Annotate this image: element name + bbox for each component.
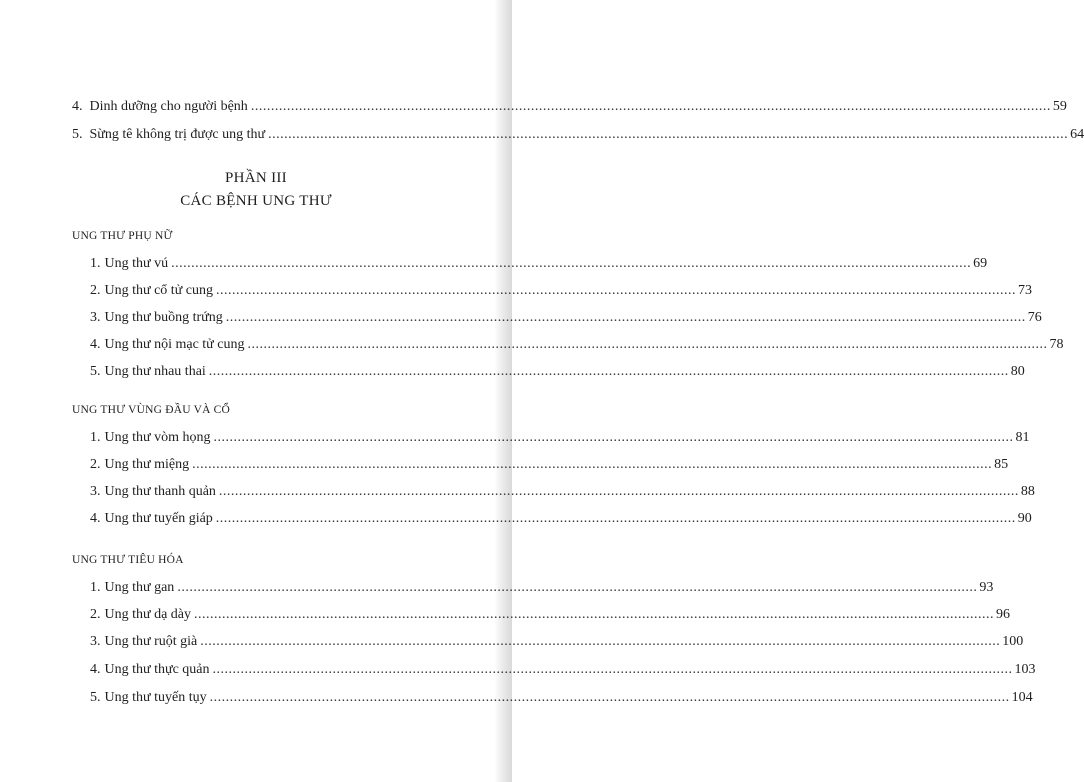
- toc-leader-dots: ........................................................................................................................................................................................................: [208, 364, 1009, 379]
- toc-entry-page: 104: [1011, 690, 1033, 705]
- toc-entry-label: Ung thư vòm họng: [104, 430, 211, 445]
- toc-leader-dots: ........................................................................................................................................................................................................: [209, 690, 1010, 705]
- toc-entry-number: 1.: [90, 430, 101, 445]
- toc-entry-label: Ung thư ruột già: [104, 634, 198, 649]
- toc-entry: [90, 579, 994, 597]
- section-heading: UNG THƯ PHỤ NỮ: [72, 230, 173, 242]
- toc-entry-number: 3.: [90, 634, 101, 649]
- toc-entry-page: 78: [1049, 337, 1064, 352]
- toc-leader-dots: ........................................................................................................................................................................................................: [247, 337, 1048, 352]
- toc-leader-dots: ........................................................................................................................................................................................................: [215, 511, 1016, 526]
- part-title: PHẦN III: [225, 170, 287, 186]
- toc-leader-dots: ........................................................................................................................................................................................................: [268, 127, 1069, 142]
- toc-entry-page: 59: [1052, 99, 1067, 114]
- toc-entry: [90, 483, 1035, 501]
- toc-entry-number: 3.: [90, 310, 101, 325]
- toc-entry-page: 103: [1014, 662, 1036, 677]
- toc-leader-dots: ........................................................................................................................................................................................................: [216, 283, 1016, 298]
- toc-entry-page: 69: [973, 256, 988, 271]
- toc-entry-page: 93: [979, 580, 994, 595]
- toc-entry: [72, 126, 1084, 144]
- toc-entry-number: 2.: [90, 457, 101, 472]
- toc-entry: [90, 606, 1011, 624]
- toc-entry-label: Dinh dưỡng cho người bệnh: [89, 99, 248, 114]
- toc-entry-page: 90: [1017, 511, 1032, 526]
- toc-entry-label: Ung thư vú: [104, 256, 169, 271]
- toc-entry-label: Sừng tê không trị được ung thư: [89, 127, 266, 142]
- toc-entry-number: 5.: [90, 364, 101, 379]
- toc-entry-number: 3.: [90, 484, 101, 499]
- toc-entry-page: 100: [1002, 634, 1024, 649]
- toc-entry-number: 1.: [90, 580, 101, 595]
- toc-entry-page: 73: [1018, 283, 1032, 298]
- toc-entry-number: 2.: [90, 607, 101, 622]
- toc-entry-label: Ung thư nhau thai: [104, 364, 206, 379]
- toc-entry-page: 88: [1020, 484, 1035, 499]
- toc-entry-number: 4.: [90, 337, 101, 352]
- toc-leader-dots: ........................................................................................................................................................................................................: [177, 580, 978, 595]
- toc-entry-number: 4.: [90, 662, 101, 677]
- toc-entry-page: 96: [996, 607, 1011, 622]
- toc-entry-label: Ung thư tuyến tụy: [104, 690, 207, 705]
- toc-entry-page: 76: [1027, 310, 1042, 325]
- toc-entry: [90, 309, 1042, 327]
- toc-entry-label: Ung thư tuyến giáp: [104, 511, 213, 526]
- toc-entry-number: 4.: [90, 511, 101, 526]
- toc-entry-number: 5.: [72, 127, 83, 142]
- toc-entry-label: Ung thư nội mạc tử cung: [104, 337, 245, 352]
- toc-leader-dots: ........................................................................................................................................................................................................: [171, 256, 972, 271]
- toc-leader-dots: ........................................................................................................................................................................................................: [212, 662, 1013, 677]
- toc-entry: [90, 661, 1036, 679]
- toc-entry-label: Ung thư cổ tử cung: [104, 283, 213, 298]
- toc-leader-dots: ........................................................................................................................................................................................................: [225, 310, 1026, 325]
- toc-leader-dots: ........................................................................................................................................................................................................: [192, 457, 993, 472]
- toc-leader-dots: ........................................................................................................................................................................................................: [200, 634, 1001, 649]
- toc-entry-page: 85: [994, 457, 1009, 472]
- toc-entry: [90, 510, 1032, 528]
- toc-entry-label: Ung thư miệng: [104, 457, 190, 472]
- section-heading: UNG THƯ VÙNG ĐẦU VÀ CỔ: [72, 404, 231, 416]
- toc-entry-number: 1.: [90, 256, 101, 271]
- toc-entry-label: Ung thư thanh quản: [104, 484, 216, 499]
- toc-entry: [90, 456, 1009, 474]
- toc-entry-page: 64: [1070, 127, 1084, 142]
- toc-entry-page: 81: [1015, 430, 1030, 445]
- toc-entry-number: 4.: [72, 99, 83, 114]
- part-subtitle: CÁC BỆNH UNG THƯ: [180, 193, 332, 209]
- toc-entry: [90, 429, 1030, 447]
- toc-leader-dots: ........................................................................................................................................................................................................: [213, 430, 1014, 445]
- toc-entry: [90, 282, 1032, 300]
- toc-entry-label: Ung thư dạ dày: [104, 607, 192, 622]
- toc-leader-dots: ........................................................................................................................................................................................................: [250, 99, 1051, 114]
- toc-entry: [90, 336, 1064, 354]
- section-heading: UNG THƯ TIÊU HÓA: [72, 554, 184, 566]
- toc-entry-label: Ung thư thực quản: [104, 662, 210, 677]
- toc-entry: [72, 98, 1067, 116]
- toc-leader-dots: ........................................................................................................................................................................................................: [194, 607, 995, 622]
- toc-entry-number: 2.: [90, 283, 101, 298]
- toc-entry-page: 80: [1010, 364, 1025, 379]
- toc-entry-number: 5.: [90, 690, 101, 705]
- toc-entry: [90, 255, 988, 273]
- toc-entry: [90, 689, 1033, 707]
- toc-entry-label: Ung thư gan: [104, 580, 175, 595]
- toc-entry: [90, 633, 1024, 651]
- toc-entry-label: Ung thư buồng trứng: [104, 310, 223, 325]
- toc-entry: [90, 363, 1025, 381]
- toc-leader-dots: ........................................................................................................................................................................................................: [218, 484, 1019, 499]
